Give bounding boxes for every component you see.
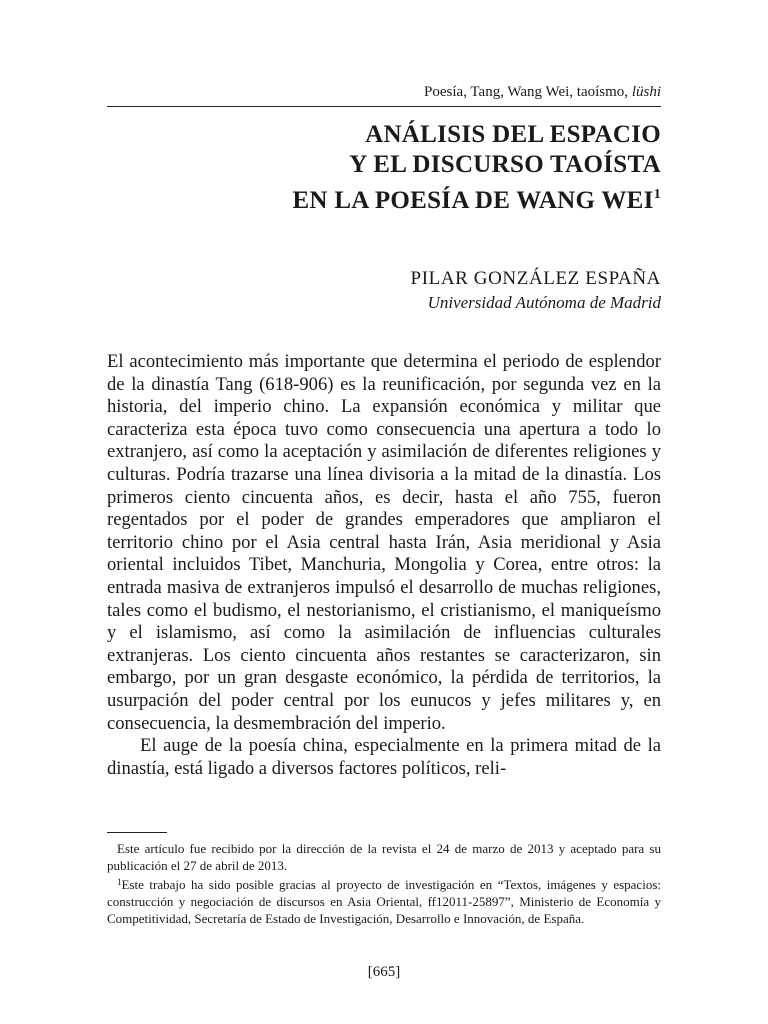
article-body <box>107 351 661 780</box>
title-line-1: ANÁLISIS DEL ESPACIO <box>365 121 661 148</box>
article-title <box>121 120 661 216</box>
footnote-1-mark: 1 <box>117 877 122 887</box>
footnote-1 <box>107 874 661 927</box>
keywords-italic-term: lüshi <box>631 84 661 100</box>
author-name: PILAR GONZÁLEZ ESPAÑA <box>410 268 661 289</box>
title-line-2: Y EL DISCURSO TAOÍSTA <box>349 151 661 178</box>
title-line-3 <box>121 180 661 216</box>
page-number: [665] <box>367 964 401 980</box>
title-line-3-text: EN LA POESÍA DE WANG WEI <box>292 187 654 214</box>
footnote-received: Este artículo fue recibido por la dirección de la revista el 24 de marzo de 2013 y aceptado para su publicación el 27 de abril de 2013. <box>107 841 661 873</box>
body-paragraph-1: El acontecimiento más importante que determina el periodo de esplendor de la dinastía Tang (618-906) es la reunificación, por segunda vez en la historia, del imperio chino. La expansión económica y militar que caracteriza esta época tuvo como consecuencia una apertura a todo lo extranjero, así como la aceptación y asimilación de diferentes religiones y culturas. Podría trazarse una línea divisoria a la mitad de la dinastía. Los primeros ciento cincuenta años, es decir, hasta el año 755, fueron regentados por el poder de grandes emperadores que ampliaron el territorio chino por el Asia central hasta Irán, Asia meridional y Asia oriental incluidos Tibet, Manchuria, Mongolia y Corea, entre otros: la entrada masiva de extranjeros impulsó el desarrollo de muchas religiones, tales como el budismo, el nestorianismo, el cristianismo, el maniqueísmo y el islamismo, así como la asimilación de influencias culturales extranjeras. Los ciento cincuenta años restantes se caracterizaron, sin embargo, por un gran desgaste económico, la pérdida de territorios, la usurpación del poder central por los eunucos y jefes militares y, en consecuencia, la desmembración del imperio. <box>107 351 661 734</box>
author-affiliation: Universidad Autónoma de Madrid <box>427 293 661 312</box>
keywords-text: Poesía, Tang, Wang Wei, taoísmo, <box>424 84 629 100</box>
footnote-rule <box>107 832 167 833</box>
header-rule <box>107 106 661 107</box>
title-footnote-mark[interactable]: 1 <box>653 187 661 202</box>
footnotes <box>107 840 661 927</box>
running-header-keywords <box>424 84 661 101</box>
footnote-1-text: Este trabajo ha sido posible gracias al proyecto de investigación en “Textos, imágenes y espacios: construcción y negociación de discursos en Asia Oriental, ff12011-25897”, Ministerio de Economía y Competitividad, Secretaría de Estado de Investigación, Desarrollo e Innovación, de España. <box>107 877 661 926</box>
body-paragraph-2: El auge de la poesía china, especialmente en la primera mitad de la dinastía, está ligado a diversos factores políticos, reli- <box>107 735 661 779</box>
